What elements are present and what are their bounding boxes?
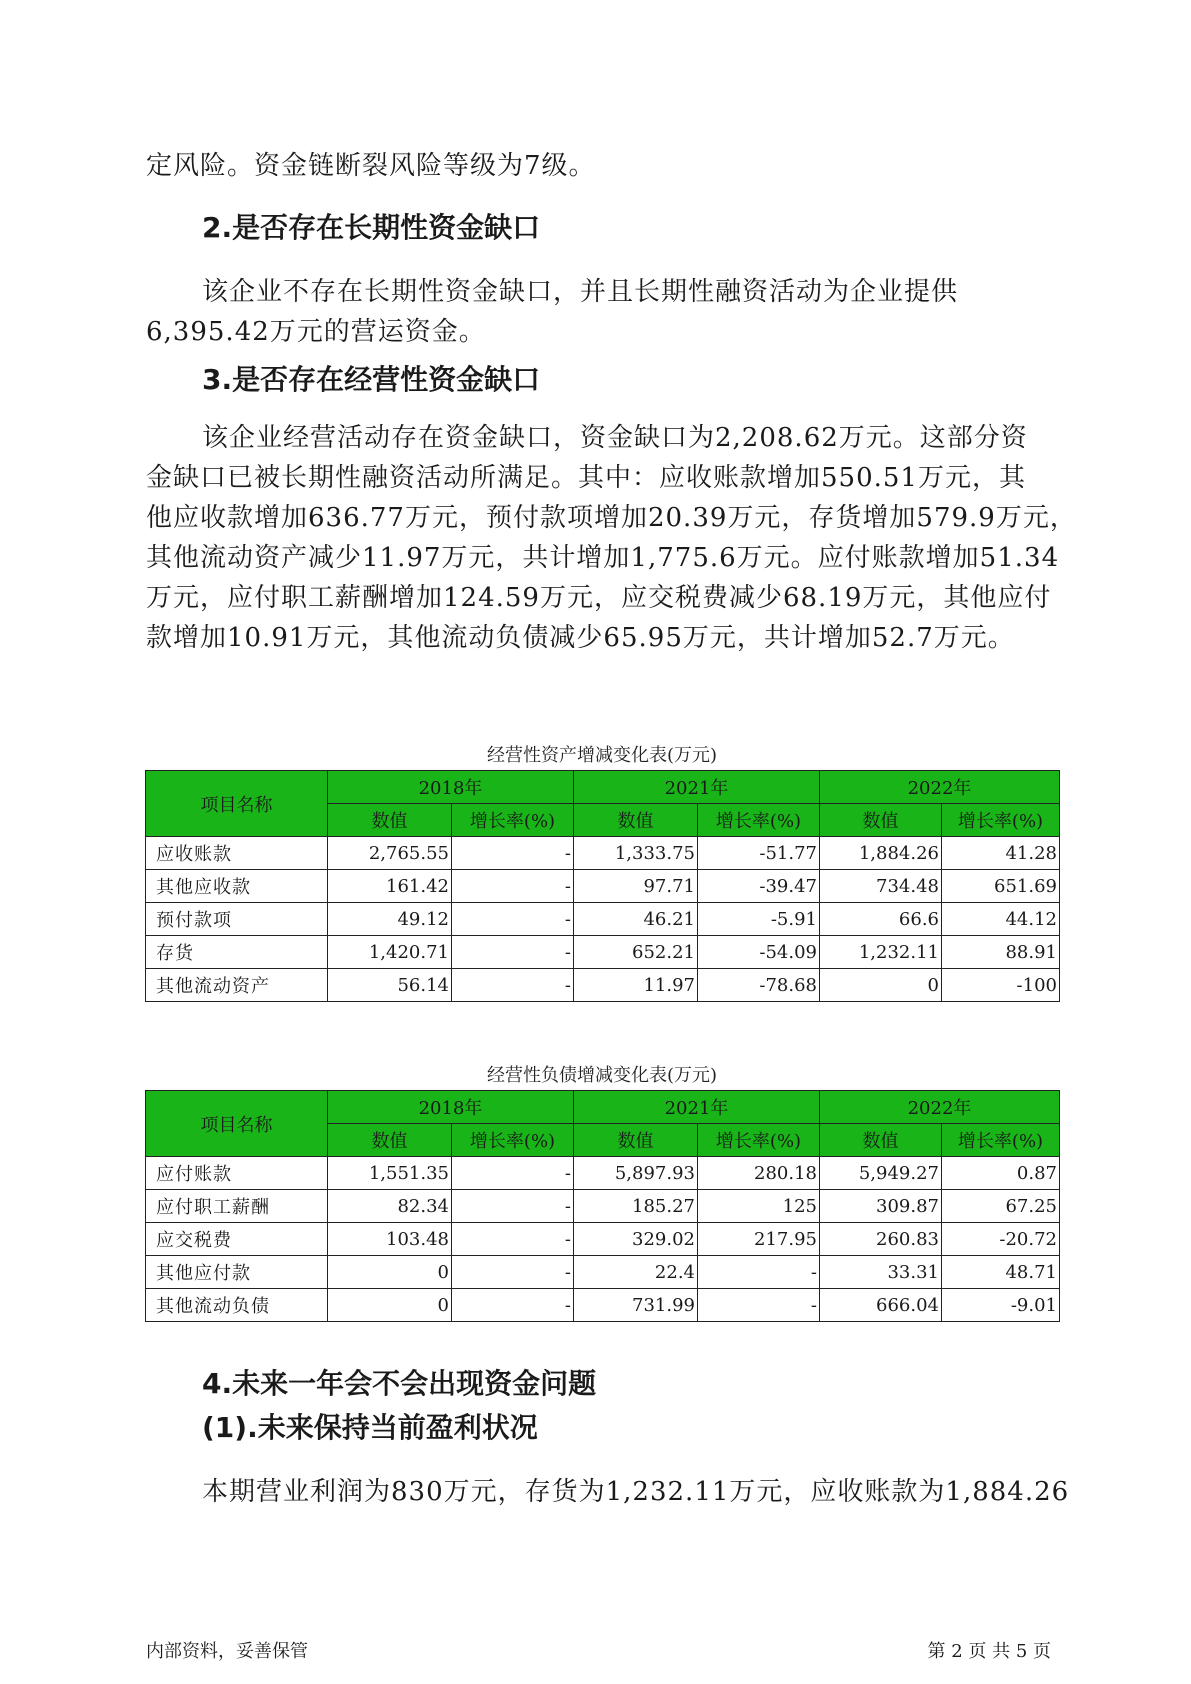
row-name: 应付账款 bbox=[146, 1157, 328, 1190]
table-row bbox=[146, 870, 1060, 903]
cell: 1,551.35 bbox=[328, 1157, 452, 1190]
row-name: 应交税费 bbox=[146, 1223, 328, 1256]
table-row bbox=[146, 1157, 1060, 1190]
header-value: 数值 bbox=[574, 1124, 698, 1157]
cell: -51.77 bbox=[698, 837, 820, 870]
cell: -100 bbox=[942, 969, 1060, 1002]
cell: - bbox=[452, 1256, 574, 1289]
paragraph-line: 他应收款增加636.77万元，预付款项增加20.39万元，存货增加579.9万元， bbox=[146, 503, 1077, 533]
cell: 1,333.75 bbox=[574, 837, 698, 870]
cell: 1,232.11 bbox=[820, 936, 942, 969]
cell: 22.4 bbox=[574, 1256, 698, 1289]
cell: -54.09 bbox=[698, 936, 820, 969]
paragraph-line: 款增加10.91万元，其他流动负债减少65.95万元，共计增加52.7万元。 bbox=[146, 623, 1015, 653]
row-name: 预付款项 bbox=[146, 903, 328, 936]
header-year: 2021年 bbox=[574, 771, 820, 804]
assets-table bbox=[145, 770, 1060, 1002]
header-value: 数值 bbox=[328, 1124, 452, 1157]
cell: 1,884.26 bbox=[820, 837, 942, 870]
cell: 44.12 bbox=[942, 903, 1060, 936]
cell: - bbox=[452, 903, 574, 936]
cell: -9.01 bbox=[942, 1289, 1060, 1322]
cell: 66.6 bbox=[820, 903, 942, 936]
paragraph-long-term-gap bbox=[146, 272, 1046, 352]
row-name: 其他流动资产 bbox=[146, 969, 328, 1002]
cell: 5,949.27 bbox=[820, 1157, 942, 1190]
cell: - bbox=[452, 870, 574, 903]
paragraph-line: 其他流动资产减少11.97万元，共计增加1,775.6万元。应付账款增加51.34 bbox=[146, 543, 1060, 573]
table-row bbox=[146, 903, 1060, 936]
cell: -5.91 bbox=[698, 903, 820, 936]
cell: 0 bbox=[328, 1256, 452, 1289]
paragraph-line: 该企业经营活动存在资金缺口，资金缺口为2,208.62万元。这部分资 bbox=[202, 423, 1028, 453]
cell: 48.71 bbox=[942, 1256, 1060, 1289]
cell: 56.14 bbox=[328, 969, 452, 1002]
paragraph-line: 万元，应付职工薪酬增加124.59万元，应交税费减少68.19万元，其他应付 bbox=[146, 583, 1052, 613]
header-growth: 增长率(%) bbox=[452, 804, 574, 837]
cell: - bbox=[452, 969, 574, 1002]
cell: 125 bbox=[698, 1190, 820, 1223]
paragraph-risk-level bbox=[146, 146, 1046, 186]
footer-page-number: 第 2 页 共 5 页 bbox=[927, 1641, 1051, 1662]
paragraph-line: 6,395.42万元的营运资金。 bbox=[146, 317, 486, 347]
header-value: 数值 bbox=[328, 804, 452, 837]
row-name: 存货 bbox=[146, 936, 328, 969]
header-growth: 增长率(%) bbox=[942, 1124, 1060, 1157]
heading-long-term-gap: 2.是否存在长期性资金缺口 bbox=[202, 211, 541, 244]
paragraph-line: 该企业不存在长期性资金缺口，并且长期性融资活动为企业提供 bbox=[202, 277, 959, 307]
header-year: 2021年 bbox=[574, 1091, 820, 1124]
paragraph-line: 金缺口已被长期性融资活动所满足。其中：应收账款增加550.51万元，其 bbox=[146, 463, 1026, 493]
cell: -20.72 bbox=[942, 1223, 1060, 1256]
cell: 329.02 bbox=[574, 1223, 698, 1256]
cell: 67.25 bbox=[942, 1190, 1060, 1223]
cell: - bbox=[452, 837, 574, 870]
header-item-name: 项目名称 bbox=[146, 771, 328, 837]
cell: 260.83 bbox=[820, 1223, 942, 1256]
table-caption-liabilities: 经营性负债增减变化表(万元) bbox=[486, 1065, 718, 1086]
table-row bbox=[146, 1190, 1060, 1223]
cell: 185.27 bbox=[574, 1190, 698, 1223]
liabilities-table bbox=[145, 1090, 1060, 1322]
cell: 49.12 bbox=[328, 903, 452, 936]
cell: 97.71 bbox=[574, 870, 698, 903]
table-row bbox=[146, 1223, 1060, 1256]
cell: 0 bbox=[328, 1289, 452, 1322]
cell: 651.69 bbox=[942, 870, 1060, 903]
header-year: 2022年 bbox=[820, 771, 1060, 804]
cell: - bbox=[698, 1256, 820, 1289]
footer-confidential-note: 内部资料，妥善保管 bbox=[146, 1641, 308, 1662]
cell: 309.87 bbox=[820, 1190, 942, 1223]
header-item-name: 项目名称 bbox=[146, 1091, 328, 1157]
heading-next-year-funding: 4.未来一年会不会出现资金问题 bbox=[202, 1367, 597, 1400]
paragraph-operating-gap bbox=[146, 418, 1077, 658]
header-growth: 增长率(%) bbox=[942, 804, 1060, 837]
cell: 82.34 bbox=[328, 1190, 452, 1223]
cell: -78.68 bbox=[698, 969, 820, 1002]
cell: - bbox=[452, 1190, 574, 1223]
cell: 2,765.55 bbox=[328, 837, 452, 870]
table-row bbox=[146, 1256, 1060, 1289]
paragraph-line: 本期营业利润为830万元，存货为1,232.11万元，应收账款为1,884.26 bbox=[202, 1477, 1070, 1507]
heading-keep-profitability: (1).未来保持当前盈利状况 bbox=[202, 1411, 538, 1444]
header-value: 数值 bbox=[820, 1124, 942, 1157]
cell: - bbox=[452, 1223, 574, 1256]
cell: 666.04 bbox=[820, 1289, 942, 1322]
paragraph-line: 定风险。资金链断裂风险等级为7级。 bbox=[146, 151, 596, 181]
header-year: 2018年 bbox=[328, 771, 574, 804]
header-value: 数值 bbox=[820, 804, 942, 837]
cell: 1,420.71 bbox=[328, 936, 452, 969]
cell: 217.95 bbox=[698, 1223, 820, 1256]
cell: - bbox=[452, 936, 574, 969]
row-name: 其他流动负债 bbox=[146, 1289, 328, 1322]
cell: 161.42 bbox=[328, 870, 452, 903]
table-row bbox=[146, 1289, 1060, 1322]
cell: 41.28 bbox=[942, 837, 1060, 870]
cell: 652.21 bbox=[574, 936, 698, 969]
cell: 88.91 bbox=[942, 936, 1060, 969]
row-name: 其他应收款 bbox=[146, 870, 328, 903]
cell: 731.99 bbox=[574, 1289, 698, 1322]
cell: 0 bbox=[820, 969, 942, 1002]
cell: 46.21 bbox=[574, 903, 698, 936]
header-growth: 增长率(%) bbox=[698, 804, 820, 837]
header-year: 2018年 bbox=[328, 1091, 574, 1124]
table-caption-assets: 经营性资产增减变化表(万元) bbox=[486, 745, 718, 766]
header-growth: 增长率(%) bbox=[698, 1124, 820, 1157]
header-growth: 增长率(%) bbox=[452, 1124, 574, 1157]
paragraph-current-profit bbox=[146, 1472, 1070, 1512]
cell: - bbox=[698, 1289, 820, 1322]
row-name: 应收账款 bbox=[146, 837, 328, 870]
cell: 103.48 bbox=[328, 1223, 452, 1256]
row-name: 其他应付款 bbox=[146, 1256, 328, 1289]
row-name: 应付职工薪酬 bbox=[146, 1190, 328, 1223]
cell: 5,897.93 bbox=[574, 1157, 698, 1190]
table-row bbox=[146, 837, 1060, 870]
cell: 0.87 bbox=[942, 1157, 1060, 1190]
heading-operating-gap: 3.是否存在经营性资金缺口 bbox=[202, 363, 541, 396]
cell: 734.48 bbox=[820, 870, 942, 903]
cell: 11.97 bbox=[574, 969, 698, 1002]
header-value: 数值 bbox=[574, 804, 698, 837]
cell: - bbox=[452, 1157, 574, 1190]
table-row bbox=[146, 936, 1060, 969]
cell: - bbox=[452, 1289, 574, 1322]
cell: 280.18 bbox=[698, 1157, 820, 1190]
header-year: 2022年 bbox=[820, 1091, 1060, 1124]
table-row bbox=[146, 969, 1060, 1002]
cell: 33.31 bbox=[820, 1256, 942, 1289]
cell: -39.47 bbox=[698, 870, 820, 903]
